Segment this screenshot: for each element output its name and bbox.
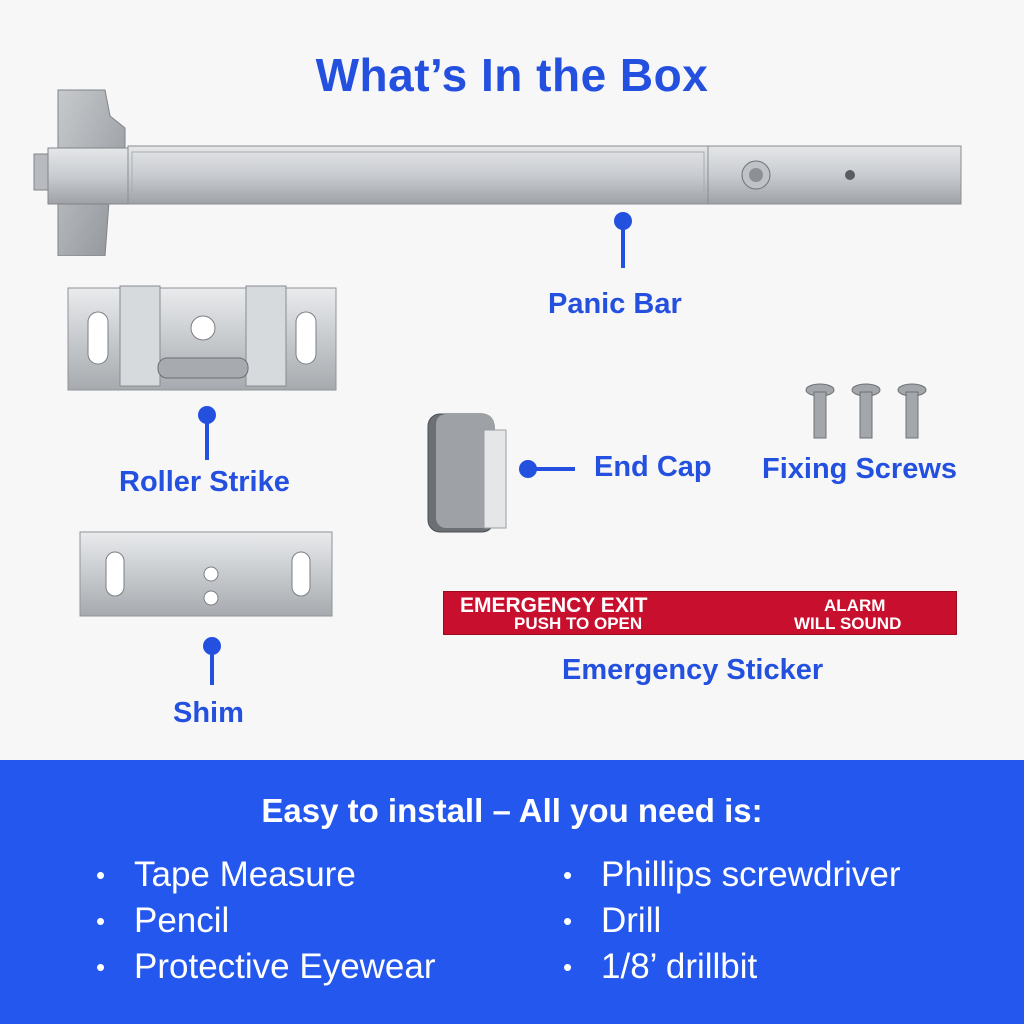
page-title: What’s In the Box xyxy=(315,49,709,101)
install-banner xyxy=(0,760,1024,1024)
roller-strike-image xyxy=(66,284,338,394)
fixing-screws-image xyxy=(800,382,940,442)
panic-bar-image xyxy=(30,86,970,256)
end-cap-image xyxy=(424,410,510,536)
panic-bar-pin-line xyxy=(621,226,625,268)
end-cap-label: End Cap xyxy=(594,451,712,483)
list-item: • Drill xyxy=(563,898,901,944)
shim-label: Shim xyxy=(173,697,244,729)
shim-image xyxy=(78,530,334,618)
roller-strike-label: Roller Strike xyxy=(119,466,290,498)
install-list-left xyxy=(96,852,436,990)
list-item: • Protective Eyewear xyxy=(96,944,436,990)
emergency-sticker-label: Emergency Sticker xyxy=(562,654,824,686)
emergency-sticker-image xyxy=(443,591,957,635)
fixing-screws-label: Fixing Screws xyxy=(762,453,958,485)
install-list-right xyxy=(563,852,901,990)
sticker-alarm-2: WILL SOUND xyxy=(794,614,902,633)
shim-pin-line xyxy=(210,651,214,685)
end-cap-pin-line xyxy=(533,467,575,471)
list-item: • 1/8’ drillbit xyxy=(563,944,901,990)
sticker-alarm-1: ALARM xyxy=(824,596,886,615)
roller-strike-pin-line xyxy=(205,420,209,460)
sticker-line-1: EMERGENCY EXIT xyxy=(460,594,648,617)
sticker-line-2: PUSH TO OPEN xyxy=(514,614,643,633)
list-item: • Pencil xyxy=(96,898,436,944)
panic-bar-label: Panic Bar xyxy=(548,288,682,320)
install-heading: Easy to install – All you need is: xyxy=(261,792,763,829)
list-item: • Tape Measure xyxy=(96,852,436,898)
list-item: • Phillips screwdriver xyxy=(563,852,901,898)
